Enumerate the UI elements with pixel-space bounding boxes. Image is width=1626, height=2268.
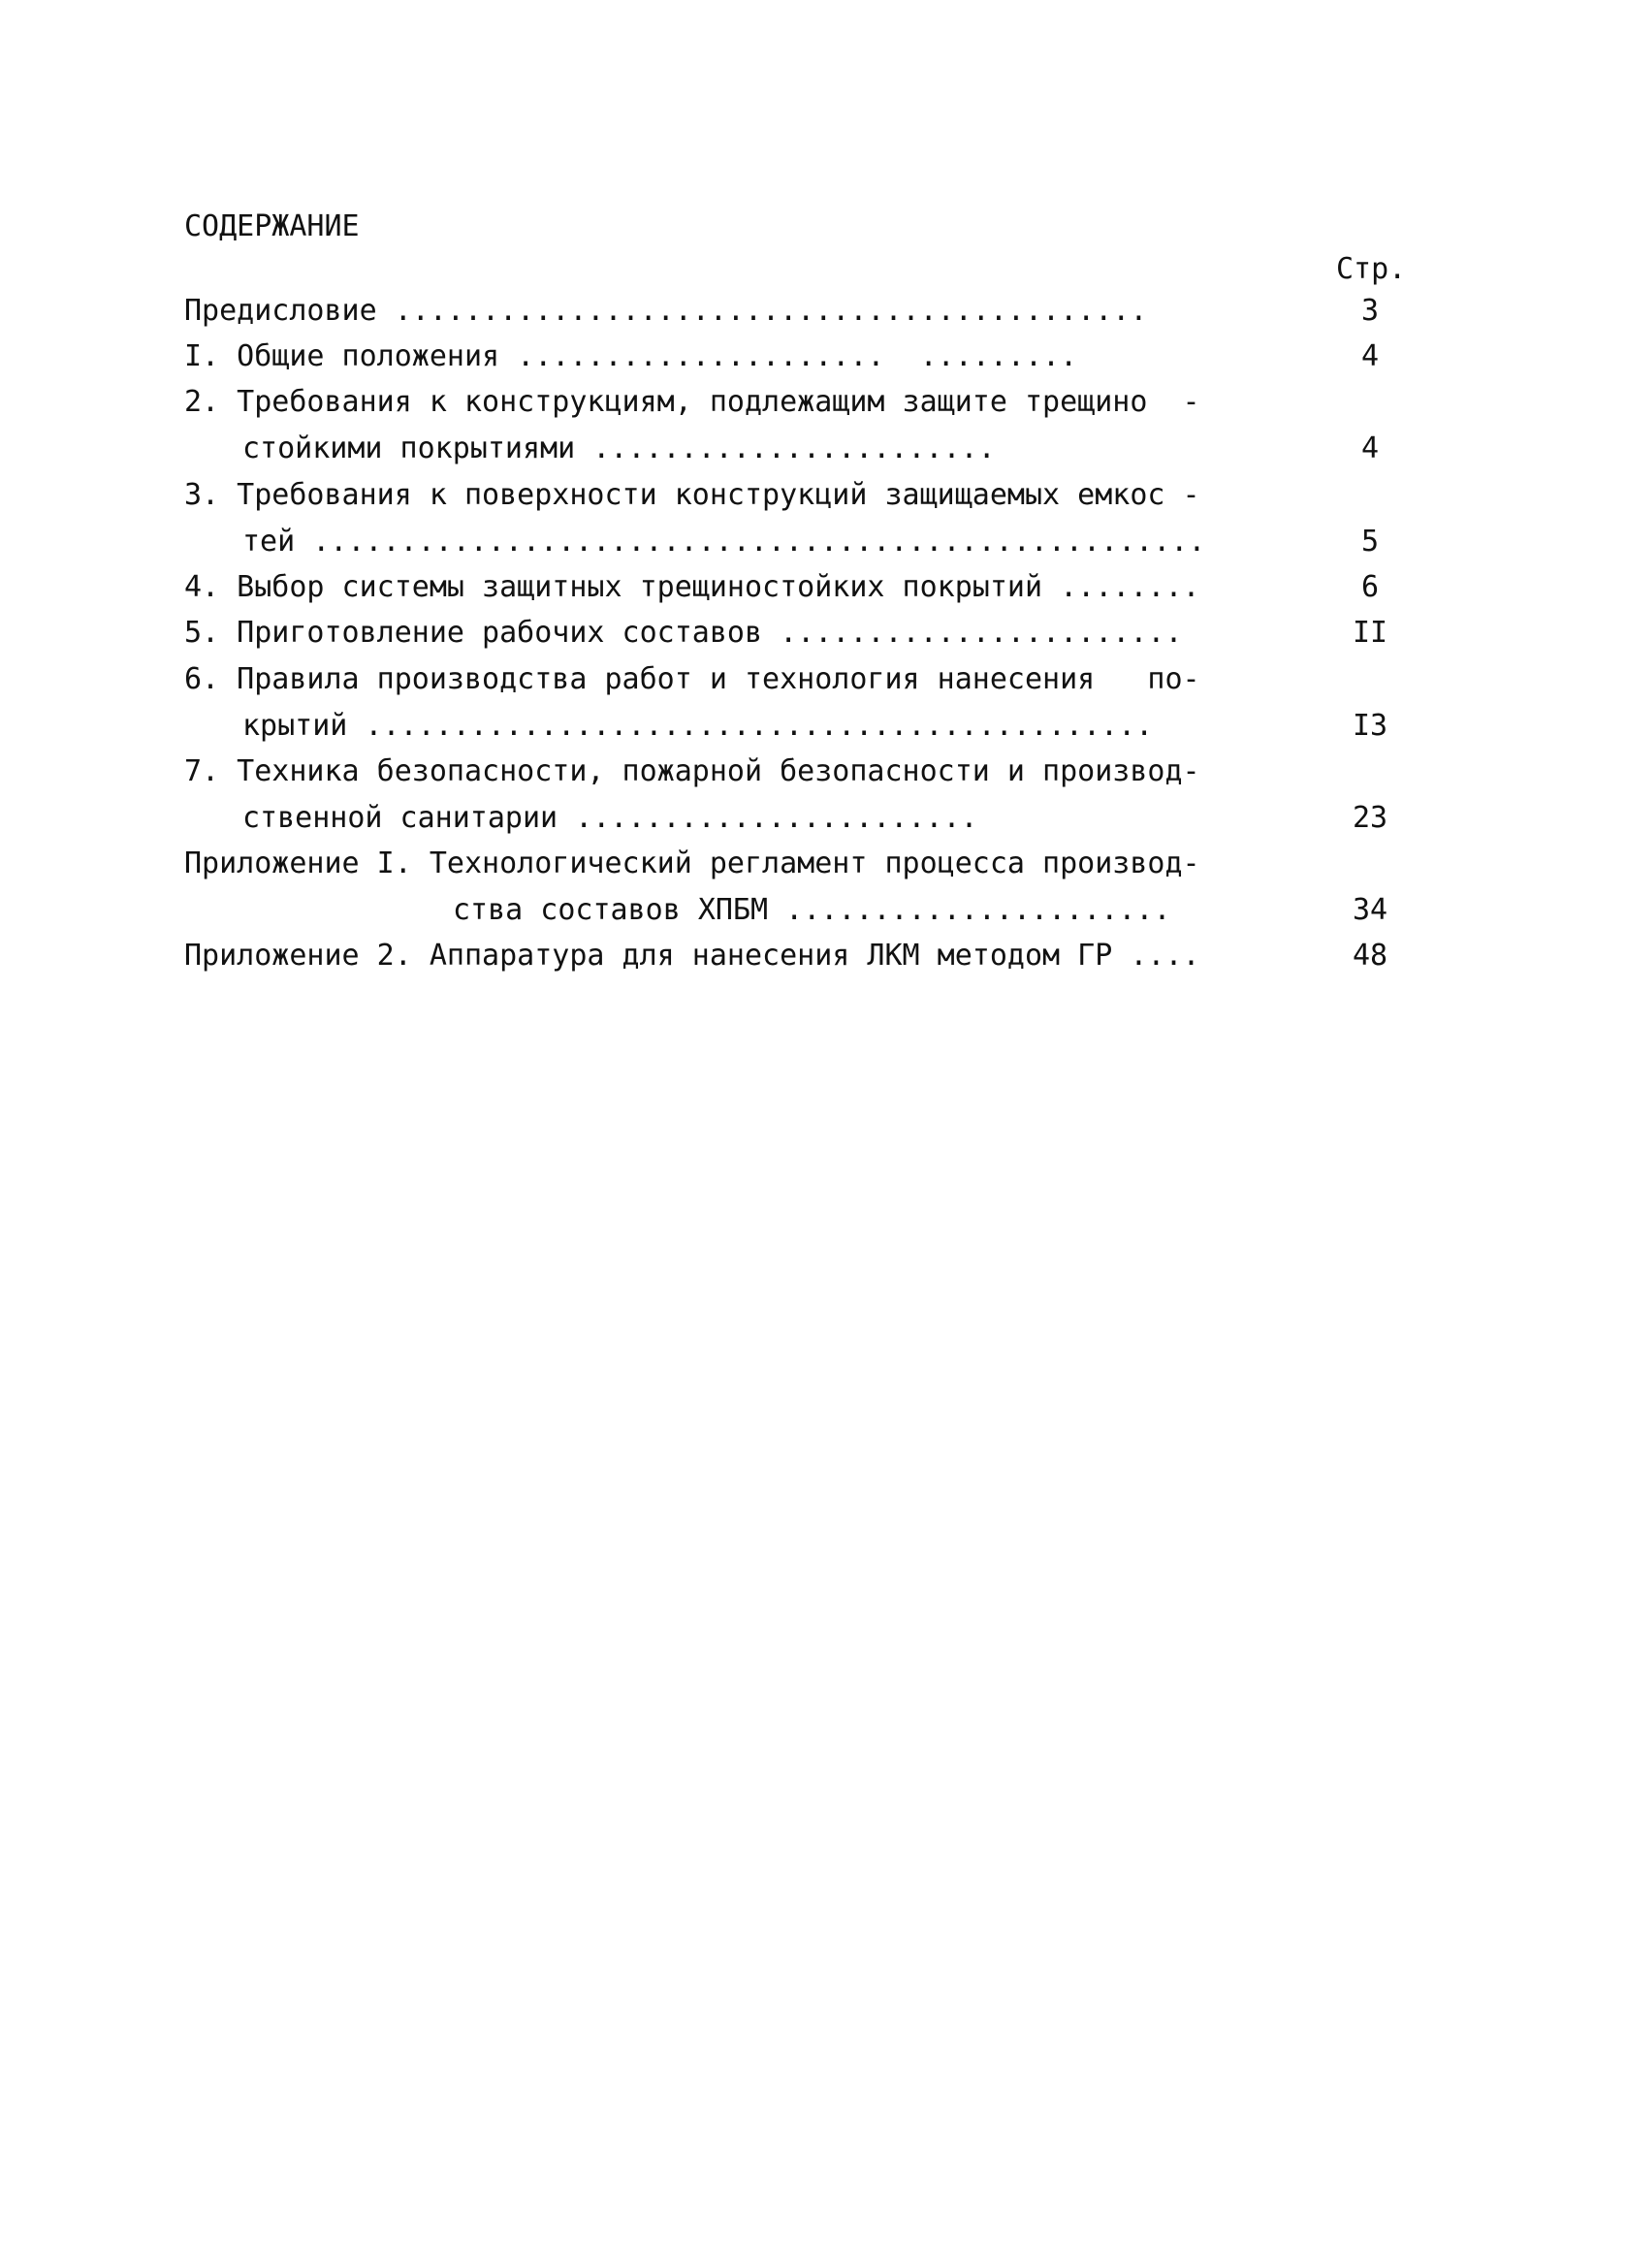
toc-entry-title: I. Общие положения ..................... ......... [184,339,1078,373]
toc-entry-title-continued: крытий ............................................. [242,709,1154,743]
toc-entry-title-continued: стойкими покрытиями ....................... [242,431,996,465]
toc-page-number: I3 [1352,709,1388,743]
toc-entry-title: 2. Требования к конструкциям, подлежащим защите трещино - [184,385,1200,419]
toc-entry-title-continued: ства составов ХПБМ ...................... [453,893,1171,927]
page-column-header: Стр. [1336,252,1407,286]
toc-page-number: 5 [1360,525,1380,559]
toc-entry-title: 4. Выбор системы защитных трещиностойких покрытий ........ [184,570,1200,604]
toc-entry-title: Приложение 2. Аппаратура для нанесения ЛКМ методом ГР .... [184,939,1200,973]
toc-entry-title-continued: ственной санитарии ....................... [242,801,978,835]
toc-entry-title: 6. Правила производства работ и технология нанесения по- [184,662,1200,696]
toc-entry-title-continued: тей ................................................... [242,525,1206,559]
toc-entry-title: Предисловие ........................................... [184,294,1148,328]
toc-page-number: 23 [1352,801,1388,835]
table-of-contents [0,0,1626,1067]
toc-page-number: 4 [1360,339,1380,373]
toc-entry-title: 7. Техника безопасности, пожарной безопасности и производ- [184,754,1200,788]
contents-heading: СОДЕРЖАНИЕ [184,209,360,243]
toc-entry-title: 3. Требования к поверхности конструкций защищаемых емкос - [184,478,1200,512]
toc-page-number: 6 [1360,570,1380,604]
toc-page-number: 48 [1352,939,1388,973]
toc-page-number: 3 [1360,294,1380,328]
toc-page-number: 4 [1360,431,1380,465]
toc-entry-title: Приложение I. Технологический регламент процесса производ- [184,847,1200,880]
toc-page-number: II [1352,616,1388,650]
toc-page-number: 34 [1352,893,1388,927]
toc-entry-title: 5. Приготовление рабочих составов ....................... [184,616,1183,650]
